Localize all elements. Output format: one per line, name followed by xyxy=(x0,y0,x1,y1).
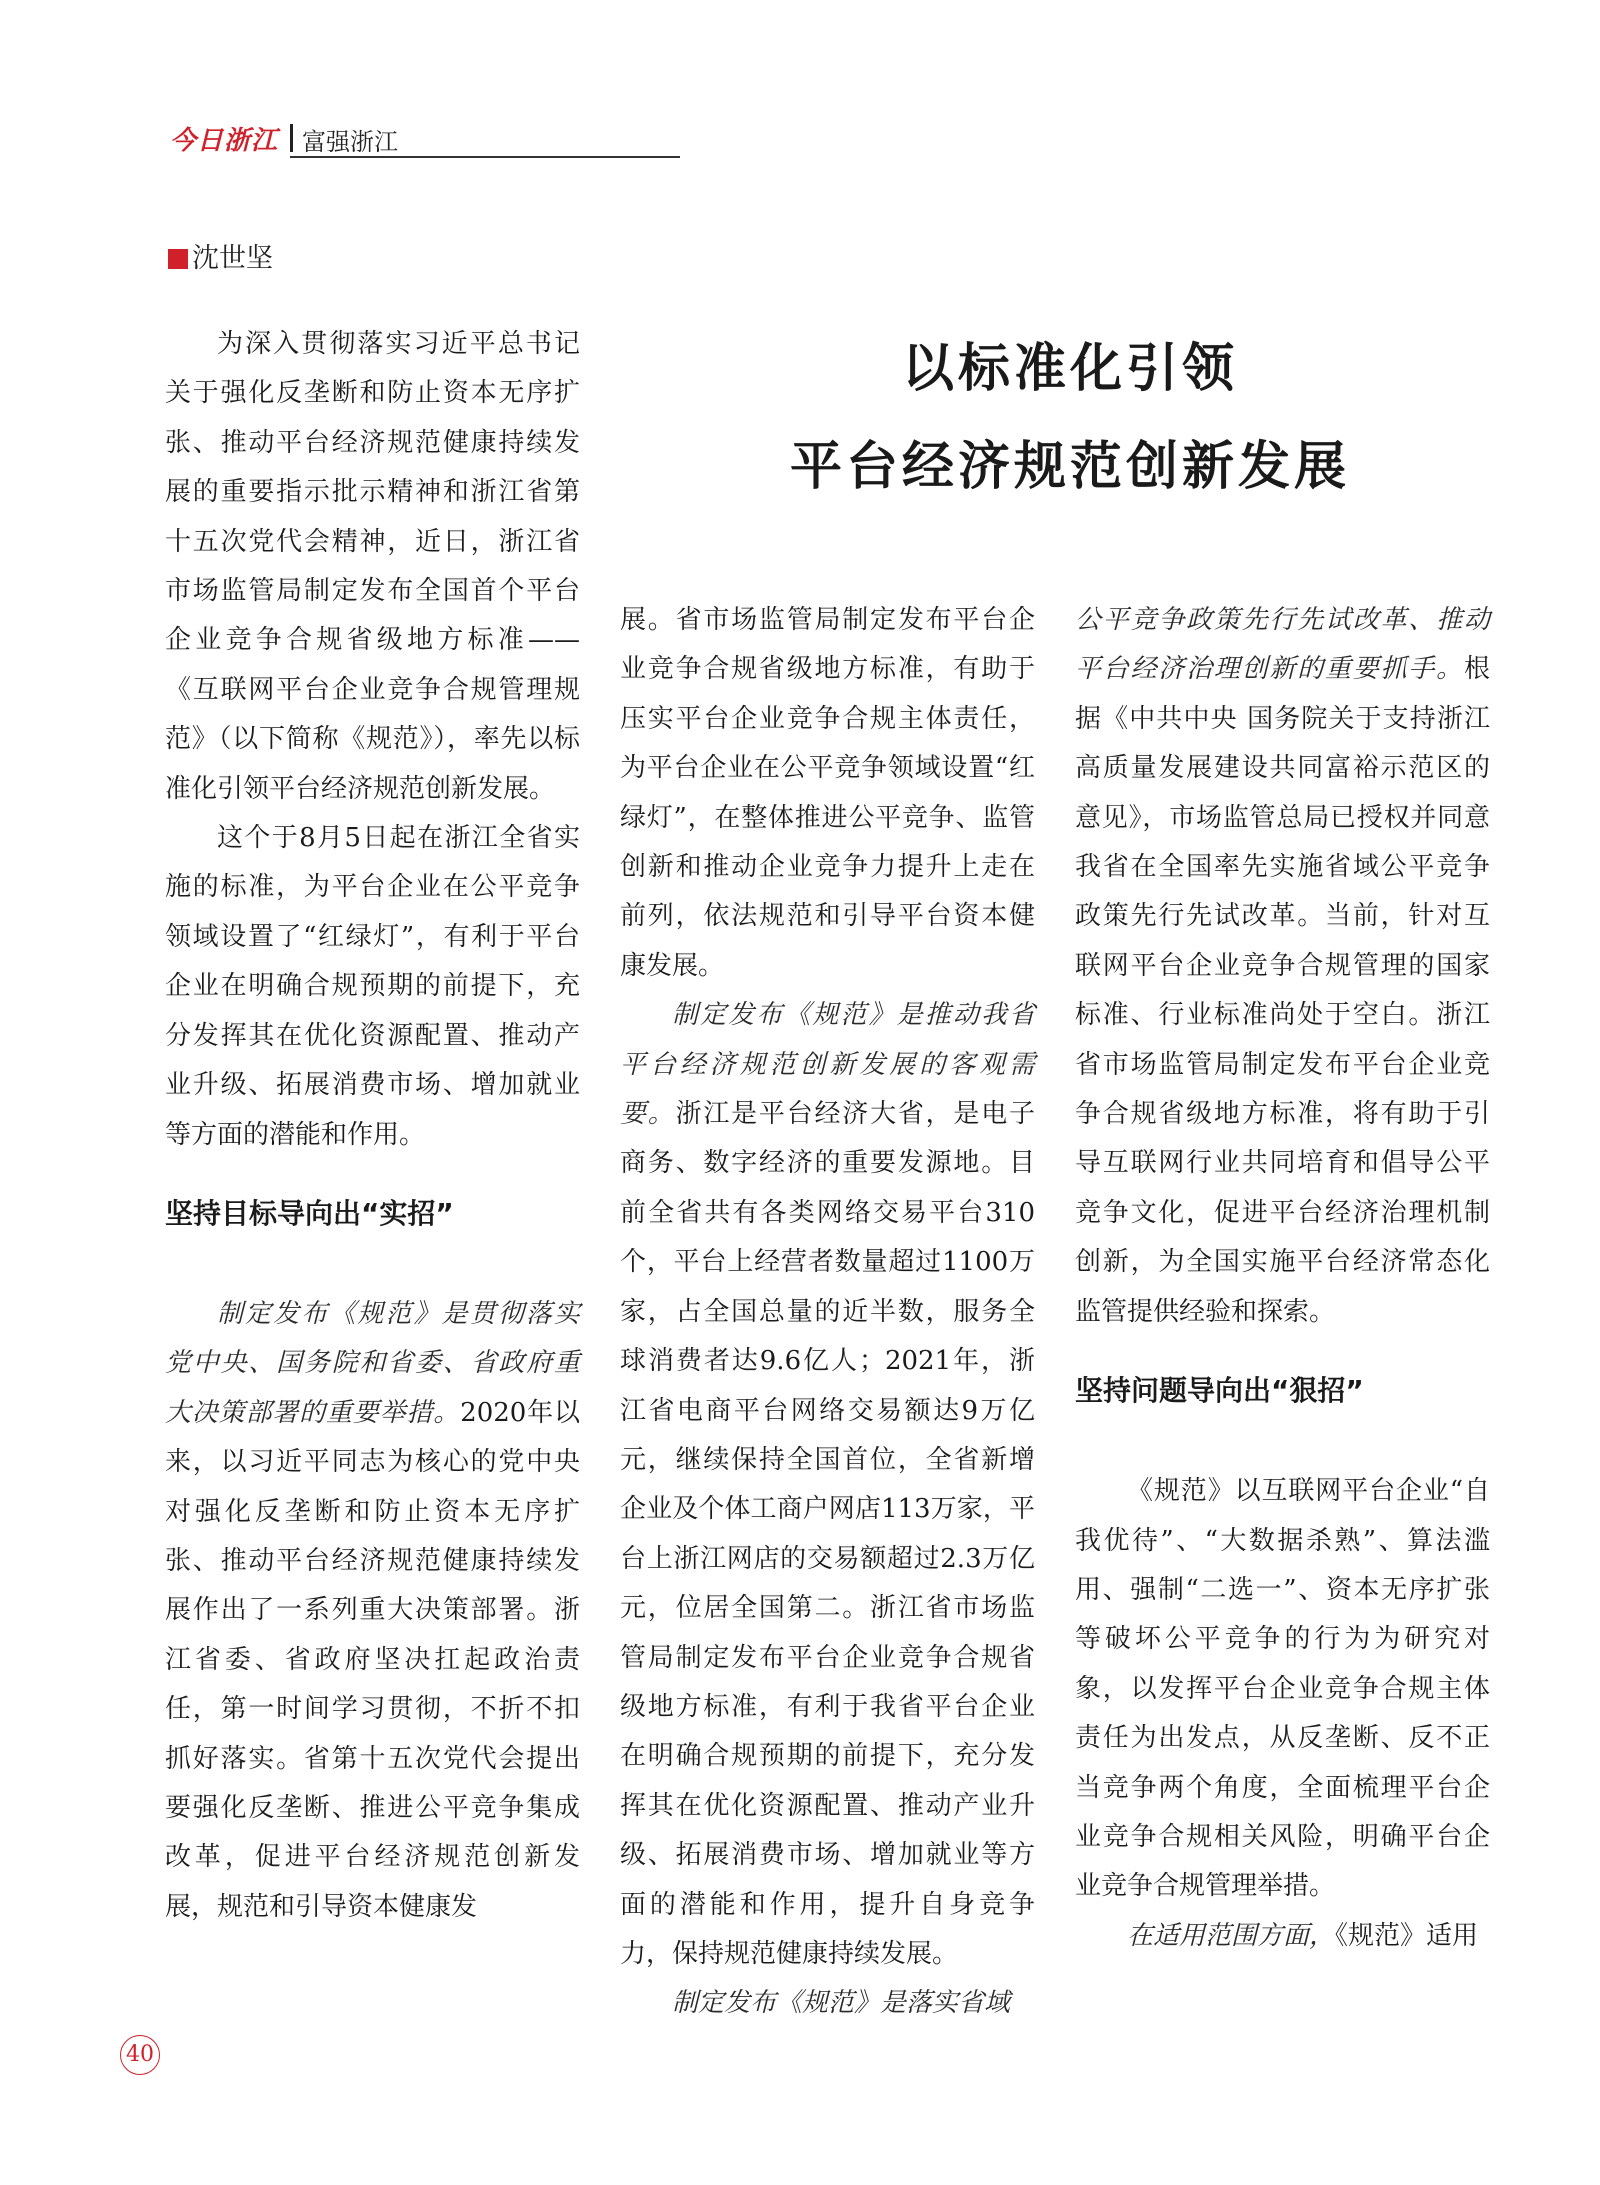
paragraph-text: 2020年以来，以习近平同志为核心的党中央对强化反垄断和防止资本无序扩张、推动平台经济规范健康持续发展作出了一系列重大决策部署。浙江省委、省政府坚决扛起政治责任，第一时间学习贯彻，不折不扣抓好落实。省第十五次党代会提出要强化反垄断、推进公平竞争集成改革，促进平台经济规范创新发展，规范和引导资本健康发 xyxy=(165,1397,580,1922)
page-header xyxy=(170,118,510,158)
header-divider xyxy=(290,124,293,152)
paragraph: 《规范》以互联网平台企业“自我优待”、“大数据杀熟”、算法滥用、强制“二选一”、资本无序扩张等破坏公平竞争的行为为研究对象，以发挥平台企业竞争合规主体责任为出发点，从反垄断、反不正当竞争两个角度，全面梳理平台企业竞争合规相关风险，明确平台企业竞争合规管理举措。 xyxy=(1075,1476,1490,1902)
subheading-1: 坚持目标导向出“实招” xyxy=(165,1196,454,1230)
paragraph-text: 浙江是平台经济大省，是电子商务、数字经济的重要发源地。目前全省共有各类网络交易平台310个，平台上经营者数量超过1100万家，占全国总量的近半数，服务全球消费者达9.6亿人；2021年，浙江省电商平台网络交易额达9万亿元，继续保持全国首位，全省新增企业及个体工商户网店113万家，平台上浙江网店的交易额超过2.3万亿元，位居全国第二。浙江省市场监管局制定发布平台企业竞争合规省级地方标准，有利于我省平台企业在明确合规预期的前提下，充分发挥其在优化资源配置、推动产业升级、拓展消费市场、增加就业等方面的潜能和作用，提升自身竞争力，保持规范健康持续发展。 xyxy=(620,1099,1035,1969)
paragraph-text: 根据《中共中央 国务院关于支持浙江高质量发展建设共同富裕示范区的意见》，市场监管总局已授权并同意我省在全国率先实施省域公平竞争政策先行先试改革。当前，针对互联网平台企业竞争合规管理的国家标准、行业标准尚处于空白。浙江省市场监管局制定发布平台企业竞争合规省级地方标准，将有助于引导互联网行业共同培育和倡导公平竞争文化，促进平台经济治理机制创新，为全国实施平台经济常态化监管提供经验和探索。 xyxy=(1075,654,1490,1327)
lead-sentence: 制定发布《规范》是贯彻落实党中央、国务院和省委、省政府重大决策部署的重要举措。 xyxy=(165,1298,580,1428)
paragraph xyxy=(620,991,1035,1979)
paragraph xyxy=(1075,1912,1490,1961)
paragraph: 为深入贯彻落实习近平总书记关于强化反垄断和防止资本无序扩张、推动平台经济规范健康持续发展的重要指示批示精神和浙江省第十五次党代会精神，近日，浙江省市场监管局制定发布全国首个平台企业竞争合规省级地方标准——《互联网平台企业竞争合规管理规范》（以下简称《规范》），率先以标准化引领平台经济规范创新发展。 xyxy=(165,329,580,804)
title-line-2: 平台经济规范创新发展 xyxy=(789,436,1350,497)
author-byline xyxy=(168,236,273,275)
subheading-2: 坚持问题导向出“狠招” xyxy=(1075,1374,1364,1408)
column-2 xyxy=(620,596,1035,2029)
column-3 xyxy=(1075,596,1490,1961)
paragraph xyxy=(165,1290,580,1932)
author-name: 沈世坚 xyxy=(192,243,273,274)
lead-sentence: 公平竞争政策先行先试改革、推动平台经济治理创新的重要抓手。 xyxy=(1075,605,1490,685)
paragraph: 这个于8月5日起在浙江全省实施的标准，为平台企业在公平竞争领域设置了“红绿灯”，有利于平台企业在明确合规预期的前提下，充分发挥其在优化资源配置、推动产业升级、拓展消费市场、增加就业等方面的潜能和作用。 xyxy=(165,823,580,1150)
paragraph-text: 《规范》适用 xyxy=(1335,1920,1479,1951)
section-name: 富强浙江 xyxy=(302,128,398,156)
page-number: 40 xyxy=(120,2035,160,2075)
lead-sentence: 制定发布《规范》是落实省域 xyxy=(672,1988,1011,2019)
magazine-logo: 今日浙江 xyxy=(170,126,279,156)
lead-sentence: 在适用范围方面， xyxy=(1127,1920,1336,1951)
column-1 xyxy=(165,320,580,1932)
header-rule xyxy=(290,156,680,158)
article-title xyxy=(620,320,1520,516)
title-line-1: 以标准化引领 xyxy=(901,338,1238,399)
paragraph: 展。省市场监管局制定发布平台企业竞争合规省级地方标准，有助于压实平台企业竞争合规主体责任，为平台企业在公平竞争领域设置“红绿灯”，在整体推进公平竞争、监管创新和推动企业竞争力提升上走在前列，依法规范和引导平台资本健康发展。 xyxy=(620,605,1035,981)
lead-sentence: 制定发布《规范》是推动我省平台经济规范创新发展的客观需要。 xyxy=(620,1000,1035,1130)
red-square-icon xyxy=(168,249,188,269)
paragraph xyxy=(620,1979,1035,2028)
paragraph xyxy=(1075,596,1490,1337)
